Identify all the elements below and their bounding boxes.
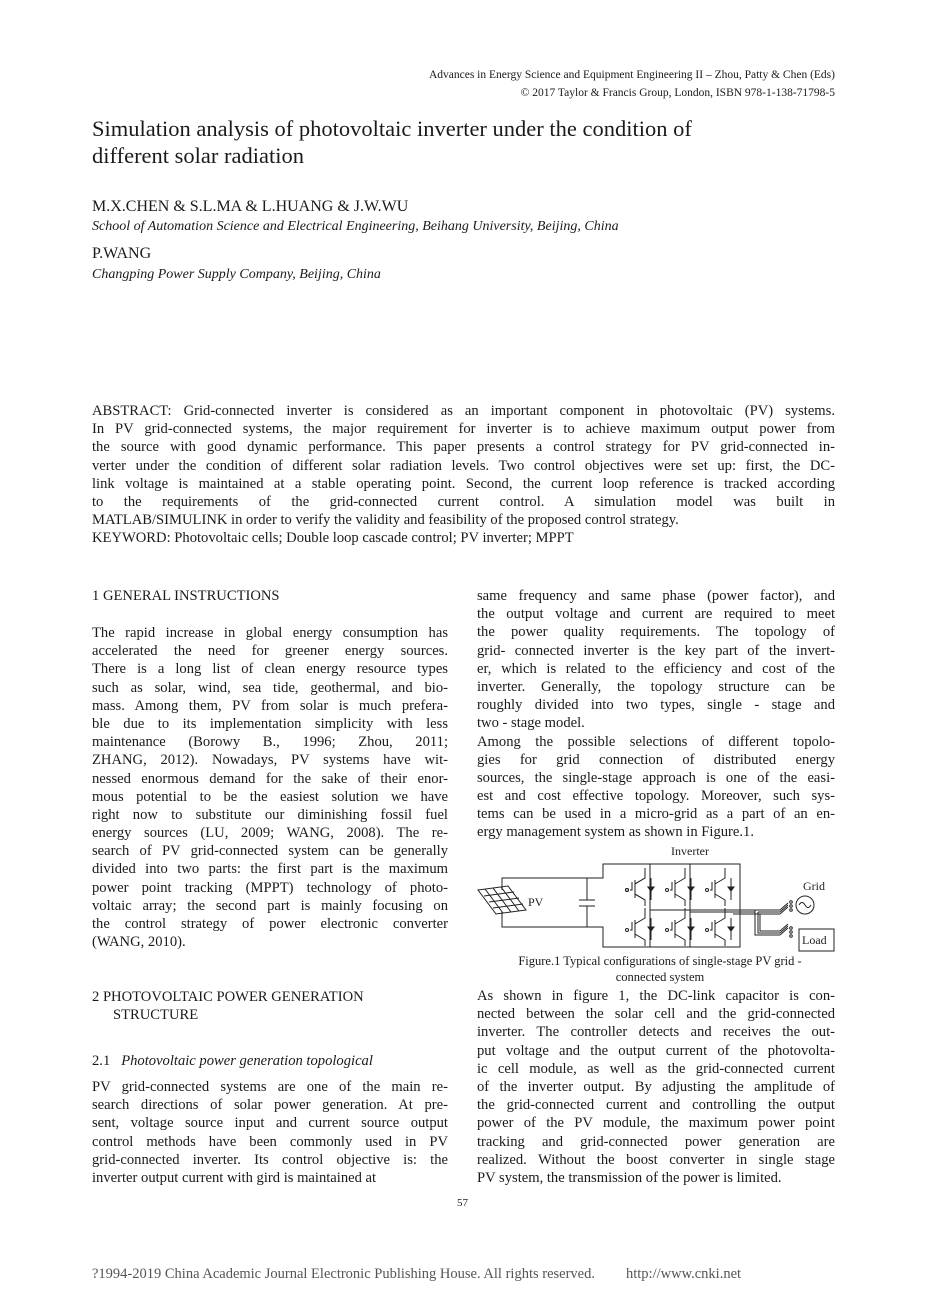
page-number: 57 bbox=[457, 1197, 468, 1209]
text-line: sources, the single-stage approach is one of the easi- bbox=[477, 769, 835, 786]
text-line: power point tracking (MPPT) technology of photo- bbox=[92, 879, 448, 896]
igbt-switch-icons bbox=[626, 868, 735, 946]
text-line: the output voltage and current are required to meet bbox=[477, 606, 835, 623]
text-line: the power quality requirements. The topology of bbox=[477, 624, 835, 641]
section-heading bbox=[92, 988, 364, 1024]
switch-icons bbox=[780, 901, 792, 938]
text-line: mass. Among them, PV from solar is much prefera- bbox=[92, 697, 448, 714]
text-line: divided into two parts: the first part is the maximum bbox=[92, 861, 448, 878]
section-heading-line: STRUCTURE bbox=[113, 1007, 199, 1024]
text-line: the grid-connected current and controlling the output bbox=[477, 1097, 835, 1114]
text-line: accelerated the need for greener energy sources. bbox=[92, 643, 448, 660]
load-label: Load bbox=[802, 933, 827, 947]
footer-copyright: ?1994-2019 China Academic Journal Electronic Publishing House. All rights reserved. bbox=[92, 1266, 595, 1282]
text-line: est and cost effective topology. Moreover, such sys- bbox=[477, 788, 835, 805]
text-line: right now to substitute our diminishing fossil fuel bbox=[92, 806, 448, 823]
caption-line: connected system bbox=[615, 970, 705, 984]
text-line: MATLAB/SIMULINK in order to verify the validity and feasibility of the proposed control strategy. bbox=[92, 512, 679, 529]
text-line: er, which is related to the efficiency and cost of the bbox=[477, 660, 835, 677]
paragraph bbox=[92, 1078, 448, 1187]
text-line: search of PV grid-connected system can be generally bbox=[92, 843, 448, 860]
text-line: realized. Without the boost converter in single stage bbox=[477, 1151, 835, 1168]
text-line: ergy management system as shown in Figure.1. bbox=[477, 824, 754, 841]
text-line: inverter output current with gird is maintained at bbox=[92, 1169, 377, 1186]
header-copyright: © 2017 Taylor & Francis Group, London, ISBN 978-1-138-71798-5 bbox=[520, 87, 835, 99]
abstract bbox=[92, 402, 835, 548]
text-line: As shown in figure 1, the DC-link capacitor is con- bbox=[477, 988, 835, 1004]
text-line: same frequency and same phase (power factor), and bbox=[477, 588, 835, 604]
author-affiliation: School of Automation Science and Electrical Engineering, Beihang University, Beijing, China bbox=[92, 219, 619, 234]
title-line: different solar radiation bbox=[92, 143, 305, 168]
author-affiliation: Changping Power Supply Company, Beijing, China bbox=[92, 267, 381, 282]
text-line: grid- connected inverter is the key part of the invert- bbox=[477, 642, 835, 659]
subsection-heading bbox=[92, 1052, 373, 1070]
text-line: voltaic array; the second part is mainly focusing on bbox=[92, 897, 448, 914]
running-header bbox=[429, 66, 835, 102]
grid-label: Grid bbox=[803, 879, 825, 893]
text-line: to the requirements of the grid-connected current control. A simulation model was built in bbox=[92, 493, 835, 510]
text-line: Among the possible selections of different topolo- bbox=[477, 733, 835, 750]
text-line: link voltage is maintained at a stable operating point. Second, the current loop reference is tracked according bbox=[92, 475, 835, 492]
paragraph bbox=[92, 624, 448, 951]
pv-label: PV bbox=[528, 895, 544, 909]
text-line: There is a long list of clean energy resource types bbox=[92, 661, 448, 678]
author-names: P.WANG bbox=[92, 245, 152, 262]
text-line: (WANG, 2010). bbox=[92, 934, 186, 951]
text-line: the control strategy of power electronic converter bbox=[92, 916, 448, 932]
text-line: maintenance (Borowy B., 1996; Zhou, 2011; bbox=[92, 734, 448, 751]
text-line: power of the PV module, the maximum power point bbox=[477, 1115, 835, 1132]
text-line: nessed enormous demand for the sake of their enor- bbox=[92, 770, 448, 787]
text-line: PV grid-connected systems are one of the main re- bbox=[92, 1079, 448, 1095]
text-line: tems can be used in a micro-grid as a part of an en- bbox=[477, 806, 835, 823]
section-heading: 1 GENERAL INSTRUCTIONS bbox=[92, 588, 280, 604]
text-line: mous potential to be the easiest solution we have bbox=[92, 788, 448, 805]
text-line: energy sources (LU, 2009; WANG, 2008). The re- bbox=[92, 825, 448, 842]
text-line: the source with good dynamic performance. This paper presents a control strategy for PV grid-connected in- bbox=[92, 439, 835, 456]
footer-url[interactable]: http://www.cnki.net bbox=[626, 1266, 742, 1282]
text-line: such as solar, wind, sea tide, geothermal, and bio- bbox=[92, 679, 448, 696]
title-line: Simulation analysis of photovoltaic inverter under the condition of bbox=[92, 116, 692, 141]
text-line: KEYWORD: Photovoltaic cells; Double loop cascade control; PV inverter; MPPT bbox=[92, 530, 574, 547]
text-line: of the inverter output. By adjusting the amplitude of bbox=[477, 1078, 835, 1095]
figure-caption bbox=[470, 953, 850, 985]
text-line: search directions of solar power generation. At pre- bbox=[92, 1097, 448, 1114]
text-line: The rapid increase in global energy consumption has bbox=[92, 625, 448, 641]
text-line: put voltage and the output current of the photovolta- bbox=[477, 1042, 835, 1059]
text-line: gies for grid connection of distributed energy bbox=[477, 751, 835, 768]
text-line: ic cell module, as well as the grid-connected current bbox=[477, 1060, 835, 1077]
text-line: two - stage model. bbox=[477, 715, 585, 732]
text-line: inverter. Generally, the topology structure can be bbox=[477, 678, 835, 695]
pv-panel-icon bbox=[478, 886, 526, 914]
text-line: In PV grid-connected systems, the major requirement for inverter is to achieve maximum output power from bbox=[92, 421, 835, 438]
text-line: control methods have been commonly used in PV bbox=[92, 1133, 448, 1150]
text-line: PV system, the transmission of the power is limited. bbox=[477, 1169, 782, 1186]
text-line: ble due to its implementation simplicity with less bbox=[92, 715, 448, 732]
header-book-title: Advances in Energy Science and Equipment Engineering II – Zhou, Patty & Chen (Eds) bbox=[428, 69, 835, 81]
inverter-label: Inverter bbox=[671, 844, 709, 858]
paper-title bbox=[92, 115, 812, 169]
paragraph bbox=[477, 987, 835, 1187]
subsection-title: Photovoltaic power generation topological bbox=[121, 1053, 373, 1069]
grid-source-icon bbox=[796, 896, 814, 914]
text-line: grid-connected inverter. Its control objective is: the bbox=[92, 1151, 448, 1168]
text-line: roughly divided into two types, single - stage and bbox=[477, 697, 835, 714]
author-names: M.X.CHEN & S.L.MA & L.HUANG & J.W.WU bbox=[92, 198, 409, 215]
text-line: inverter. The controller detects and receives the out- bbox=[477, 1024, 835, 1041]
figure-1-diagram bbox=[470, 840, 850, 960]
capacitor-icon bbox=[579, 878, 595, 927]
text-line: ZHANG, 2012). Nowadays, PV systems have wit- bbox=[92, 752, 448, 769]
text-line: nected between the solar cell and the grid-connected bbox=[477, 1006, 835, 1023]
caption-line: Figure.1 Typical configurations of single-stage PV grid - bbox=[518, 954, 802, 968]
subsection-number: 2.1 bbox=[92, 1053, 111, 1069]
text-line: tracking and grid-connected power generation are bbox=[477, 1133, 835, 1150]
text-line: verter under the condition of different solar radiation levels. Two control objectives were set up: first, the DC- bbox=[92, 457, 835, 474]
text-line: ABSTRACT: Grid-connected inverter is considered as an important component in photovoltaic (PV) systems. bbox=[92, 403, 835, 419]
section-heading-line: 2 PHOTOVOLTAIC POWER GENERATION bbox=[92, 989, 364, 1005]
text-line: sent, voltage source input and current source output bbox=[92, 1115, 448, 1132]
paragraph bbox=[477, 587, 835, 842]
